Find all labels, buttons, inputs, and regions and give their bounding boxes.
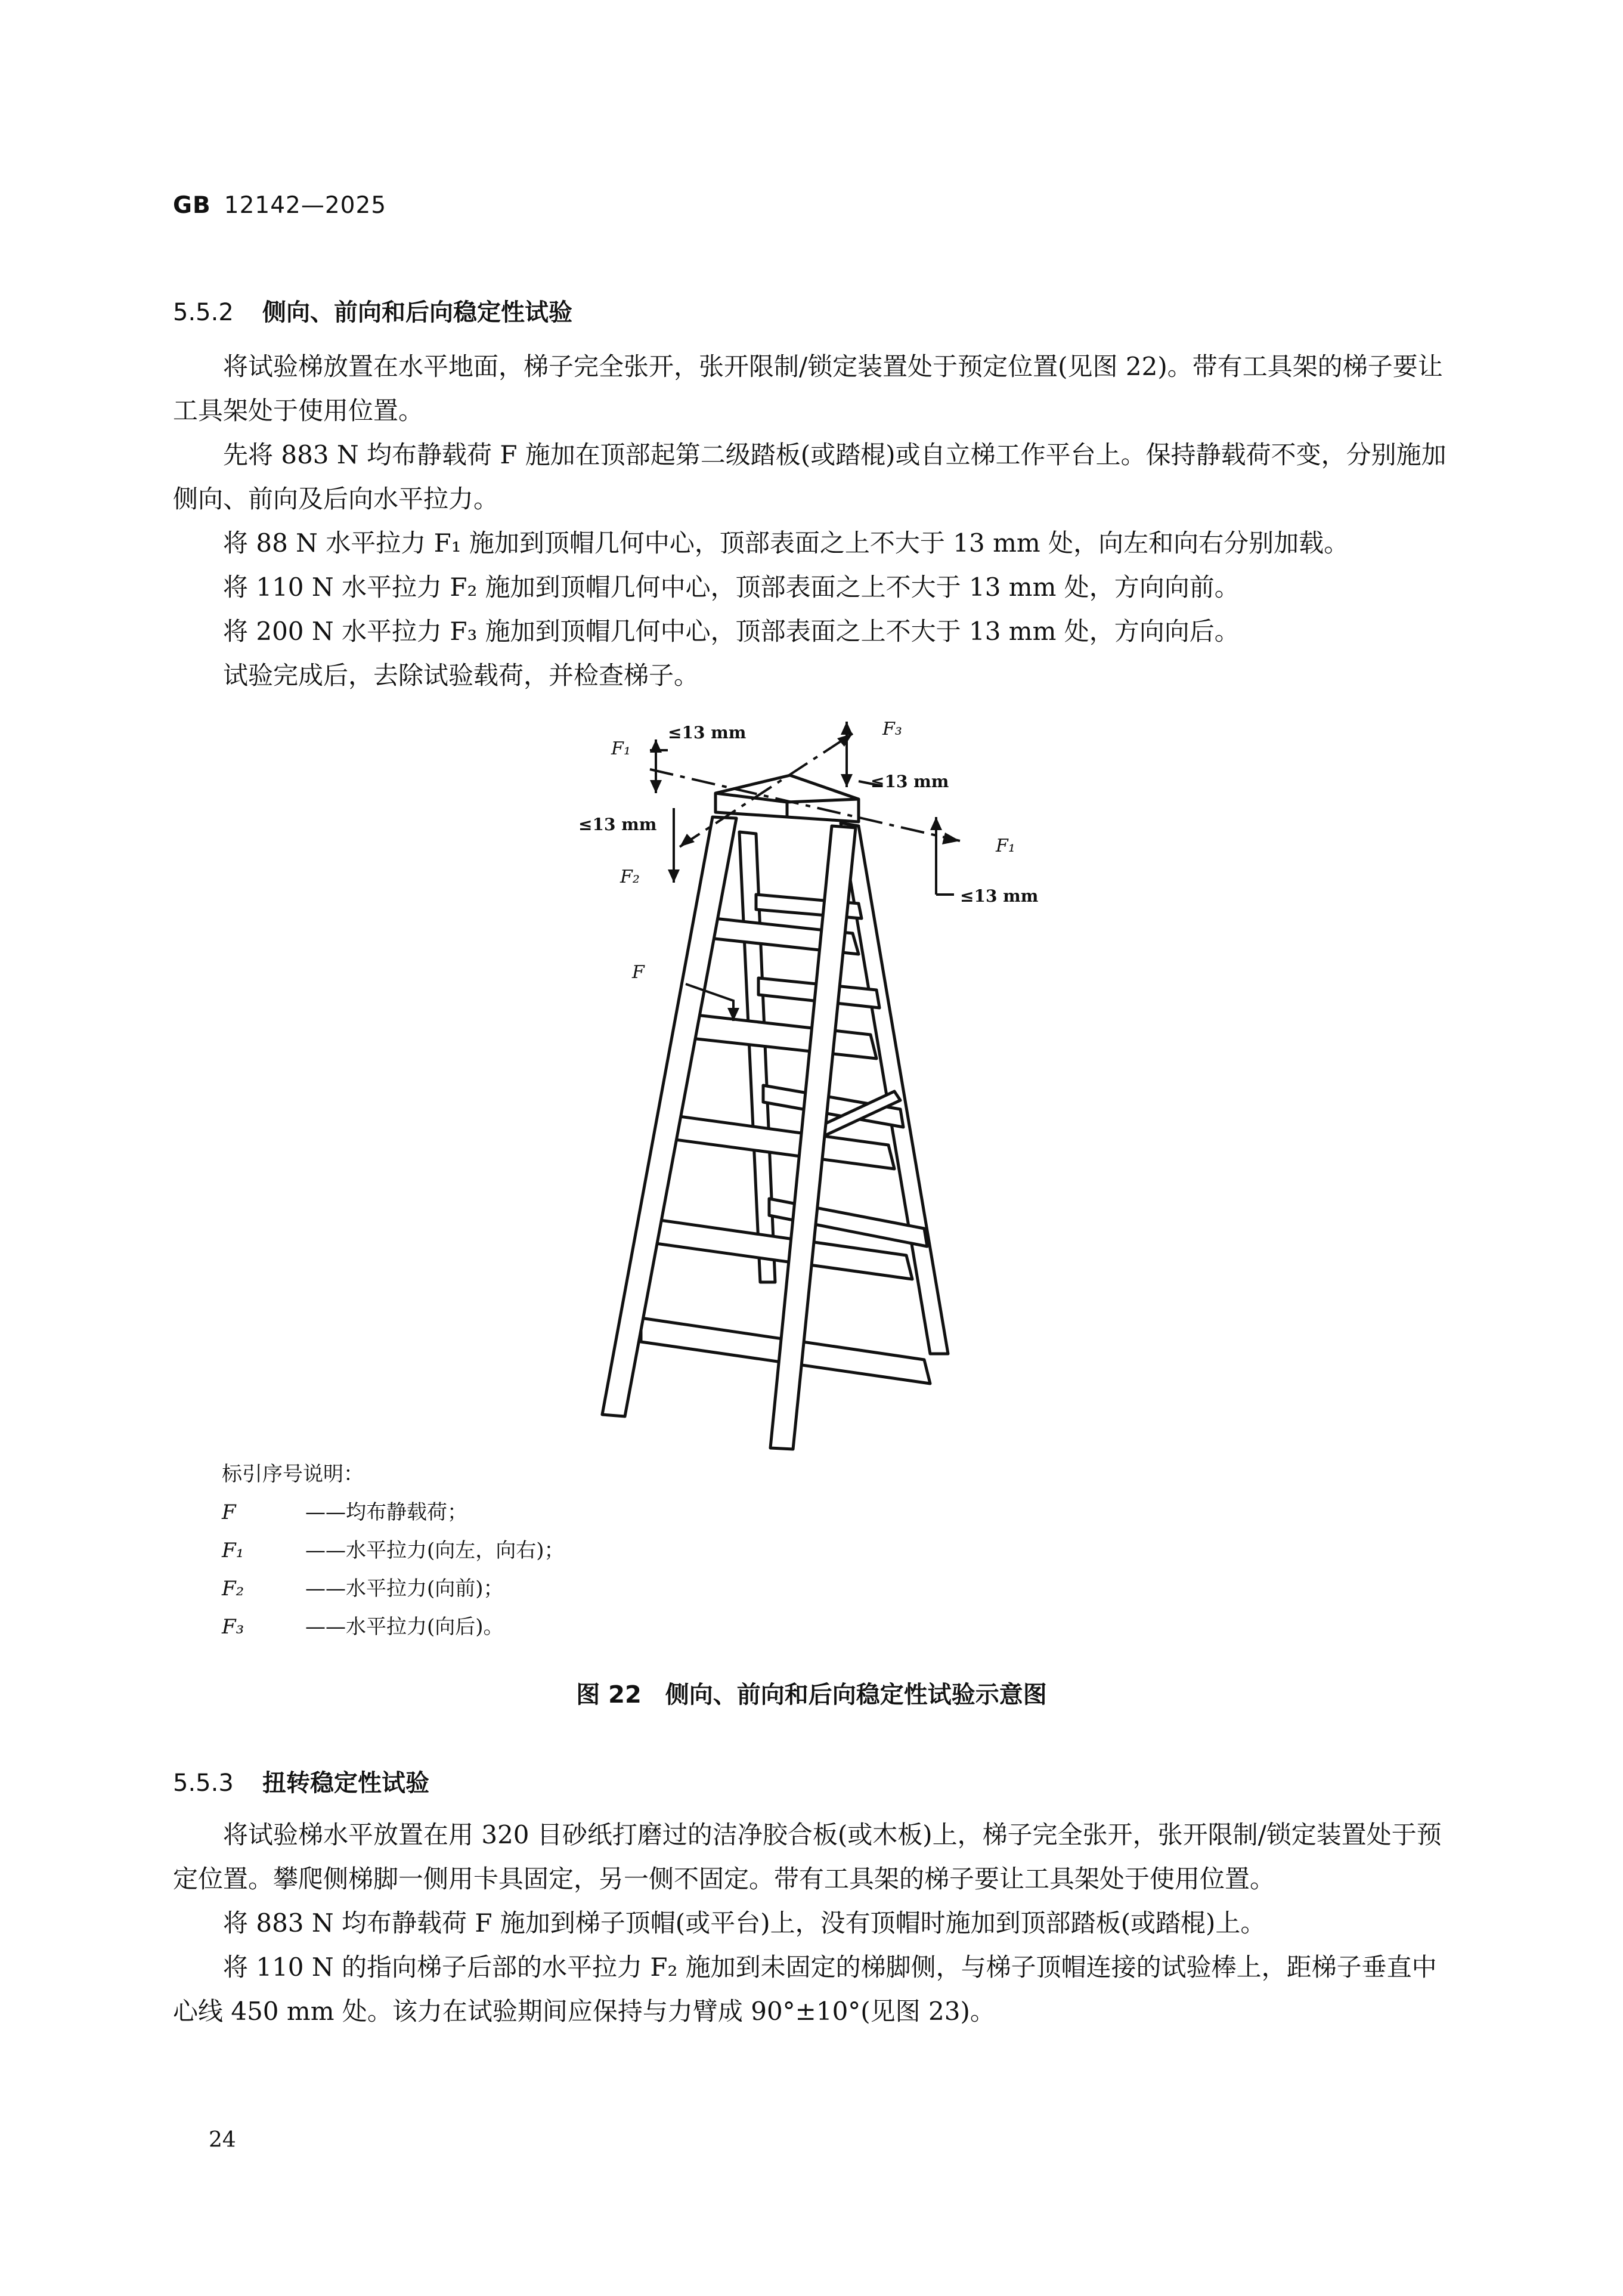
- legend-item: [222, 1531, 565, 1570]
- label-dim-right: ≤13 mm: [960, 886, 1039, 906]
- label-f: F: [632, 962, 645, 983]
- legend-desc: ——均布静载荷；: [305, 1500, 467, 1524]
- label-f1-left: F₁: [611, 738, 631, 759]
- paragraph: 将 883 N 均布静载荷 F 施加到梯子顶帽(或平台)上，没有顶帽时施加到顶部踏板(或踏棍)上。: [223, 1908, 1266, 1938]
- legend-symbol: F: [222, 1500, 236, 1524]
- ladder-step: [686, 1014, 876, 1059]
- paragraph: 将 110 N 水平拉力 F₂ 施加到顶帽几何中心，顶部表面之上不大于 13 mm 处，方向向前。: [223, 573, 1240, 602]
- arrow-icon: [650, 780, 662, 793]
- label-f3: F₃: [882, 719, 902, 739]
- section-number: 5.5.2: [173, 299, 234, 326]
- legend-symbol: F₂: [222, 1577, 244, 1601]
- arrow-icon: [668, 869, 680, 883]
- legend-desc: ——水平拉力(向后)。: [305, 1615, 504, 1639]
- legend-item: [222, 1570, 565, 1608]
- paragraph: 试验完成后，去除试验载荷，并检查梯子。: [223, 661, 699, 690]
- figure-legend: [222, 1455, 565, 1646]
- paragraph: 将试验梯水平放置在用 320 目砂纸打磨过的洁净胶合板(或木板)上，梯子完全张开，张开限制/锁定装置处于预定位置。攀爬侧梯脚一侧用卡具固定，另一侧不固定。带有工具架的梯子要让工具架处于使用位置。: [173, 1820, 1442, 1893]
- section-5-5-3-heading: [173, 1764, 429, 1798]
- arrow-icon: [841, 722, 853, 735]
- section-5-5-3-body: [173, 1813, 1449, 2034]
- arrow-icon: [680, 834, 695, 847]
- label-f1-right: F₁: [996, 836, 1015, 856]
- arrow-icon: [837, 734, 853, 747]
- paragraph: 将试验梯放置在水平地面，梯子完全张开，张开限制/锁定装置处于预定位置(见图 22)。带有工具架的梯子要让工具架处于使用位置。: [173, 352, 1443, 425]
- ladder-step: [671, 1115, 894, 1169]
- label-dim-mid: ≤13 mm: [871, 772, 949, 791]
- paragraph: 先将 883 N 均布静载荷 F 施加在顶部起第二级踏板(或踏棍)或自立梯工作平台上。保持静载荷不变，分别施加侧向、前向及后向水平拉力。: [173, 440, 1447, 513]
- legend-item: [222, 1608, 565, 1646]
- section-title: 扭转稳定性试验: [262, 1769, 429, 1797]
- standard-code: GB: [173, 192, 211, 219]
- legend-item: [222, 1493, 565, 1531]
- legend-desc: ——水平拉力(向左，向右)；: [305, 1539, 565, 1562]
- paragraph: 将 88 N 水平拉力 F₁ 施加到顶帽几何中心，顶部表面之上不大于 13 mm 处，向左和向右分别加载。: [223, 528, 1349, 558]
- arrow-icon: [650, 739, 662, 753]
- arrow-icon: [930, 817, 942, 830]
- label-f2: F₂: [620, 867, 640, 887]
- label-dim-top: ≤13 mm: [668, 723, 747, 742]
- figure-caption: 图 22 侧向、前向和后向稳定性试验示意图: [576, 1681, 1047, 1709]
- legend-desc: ——水平拉力(向前)；: [305, 1577, 504, 1601]
- legend-title: 标引序号说明：: [222, 1462, 364, 1486]
- paragraph: 将 110 N 的指向梯子后部的水平拉力 F₂ 施加到未固定的梯脚侧，与梯子顶帽连接的试验棒上，距梯子垂直中心线 450 mm 处。该力在试验期间应保持与力臂成 90°±10°(见图 23)。: [173, 1952, 1437, 2026]
- page-number: 24: [209, 2128, 236, 2152]
- arrow-icon: [942, 833, 960, 844]
- legend-symbol: F₃: [222, 1615, 244, 1639]
- legend-symbol: F₁: [222, 1539, 244, 1562]
- arrow-icon: [841, 774, 853, 787]
- section-title: 侧向、前向和后向稳定性试验: [262, 299, 572, 326]
- paragraph: 将 200 N 水平拉力 F₃ 施加到顶帽几何中心，顶部表面之上不大于 13 mm 处，方向向后。: [223, 617, 1240, 646]
- label-dim-left: ≤13 mm: [578, 815, 657, 834]
- standard-number: 12142—2025: [224, 192, 387, 219]
- section-number: 5.5.3: [173, 1769, 234, 1797]
